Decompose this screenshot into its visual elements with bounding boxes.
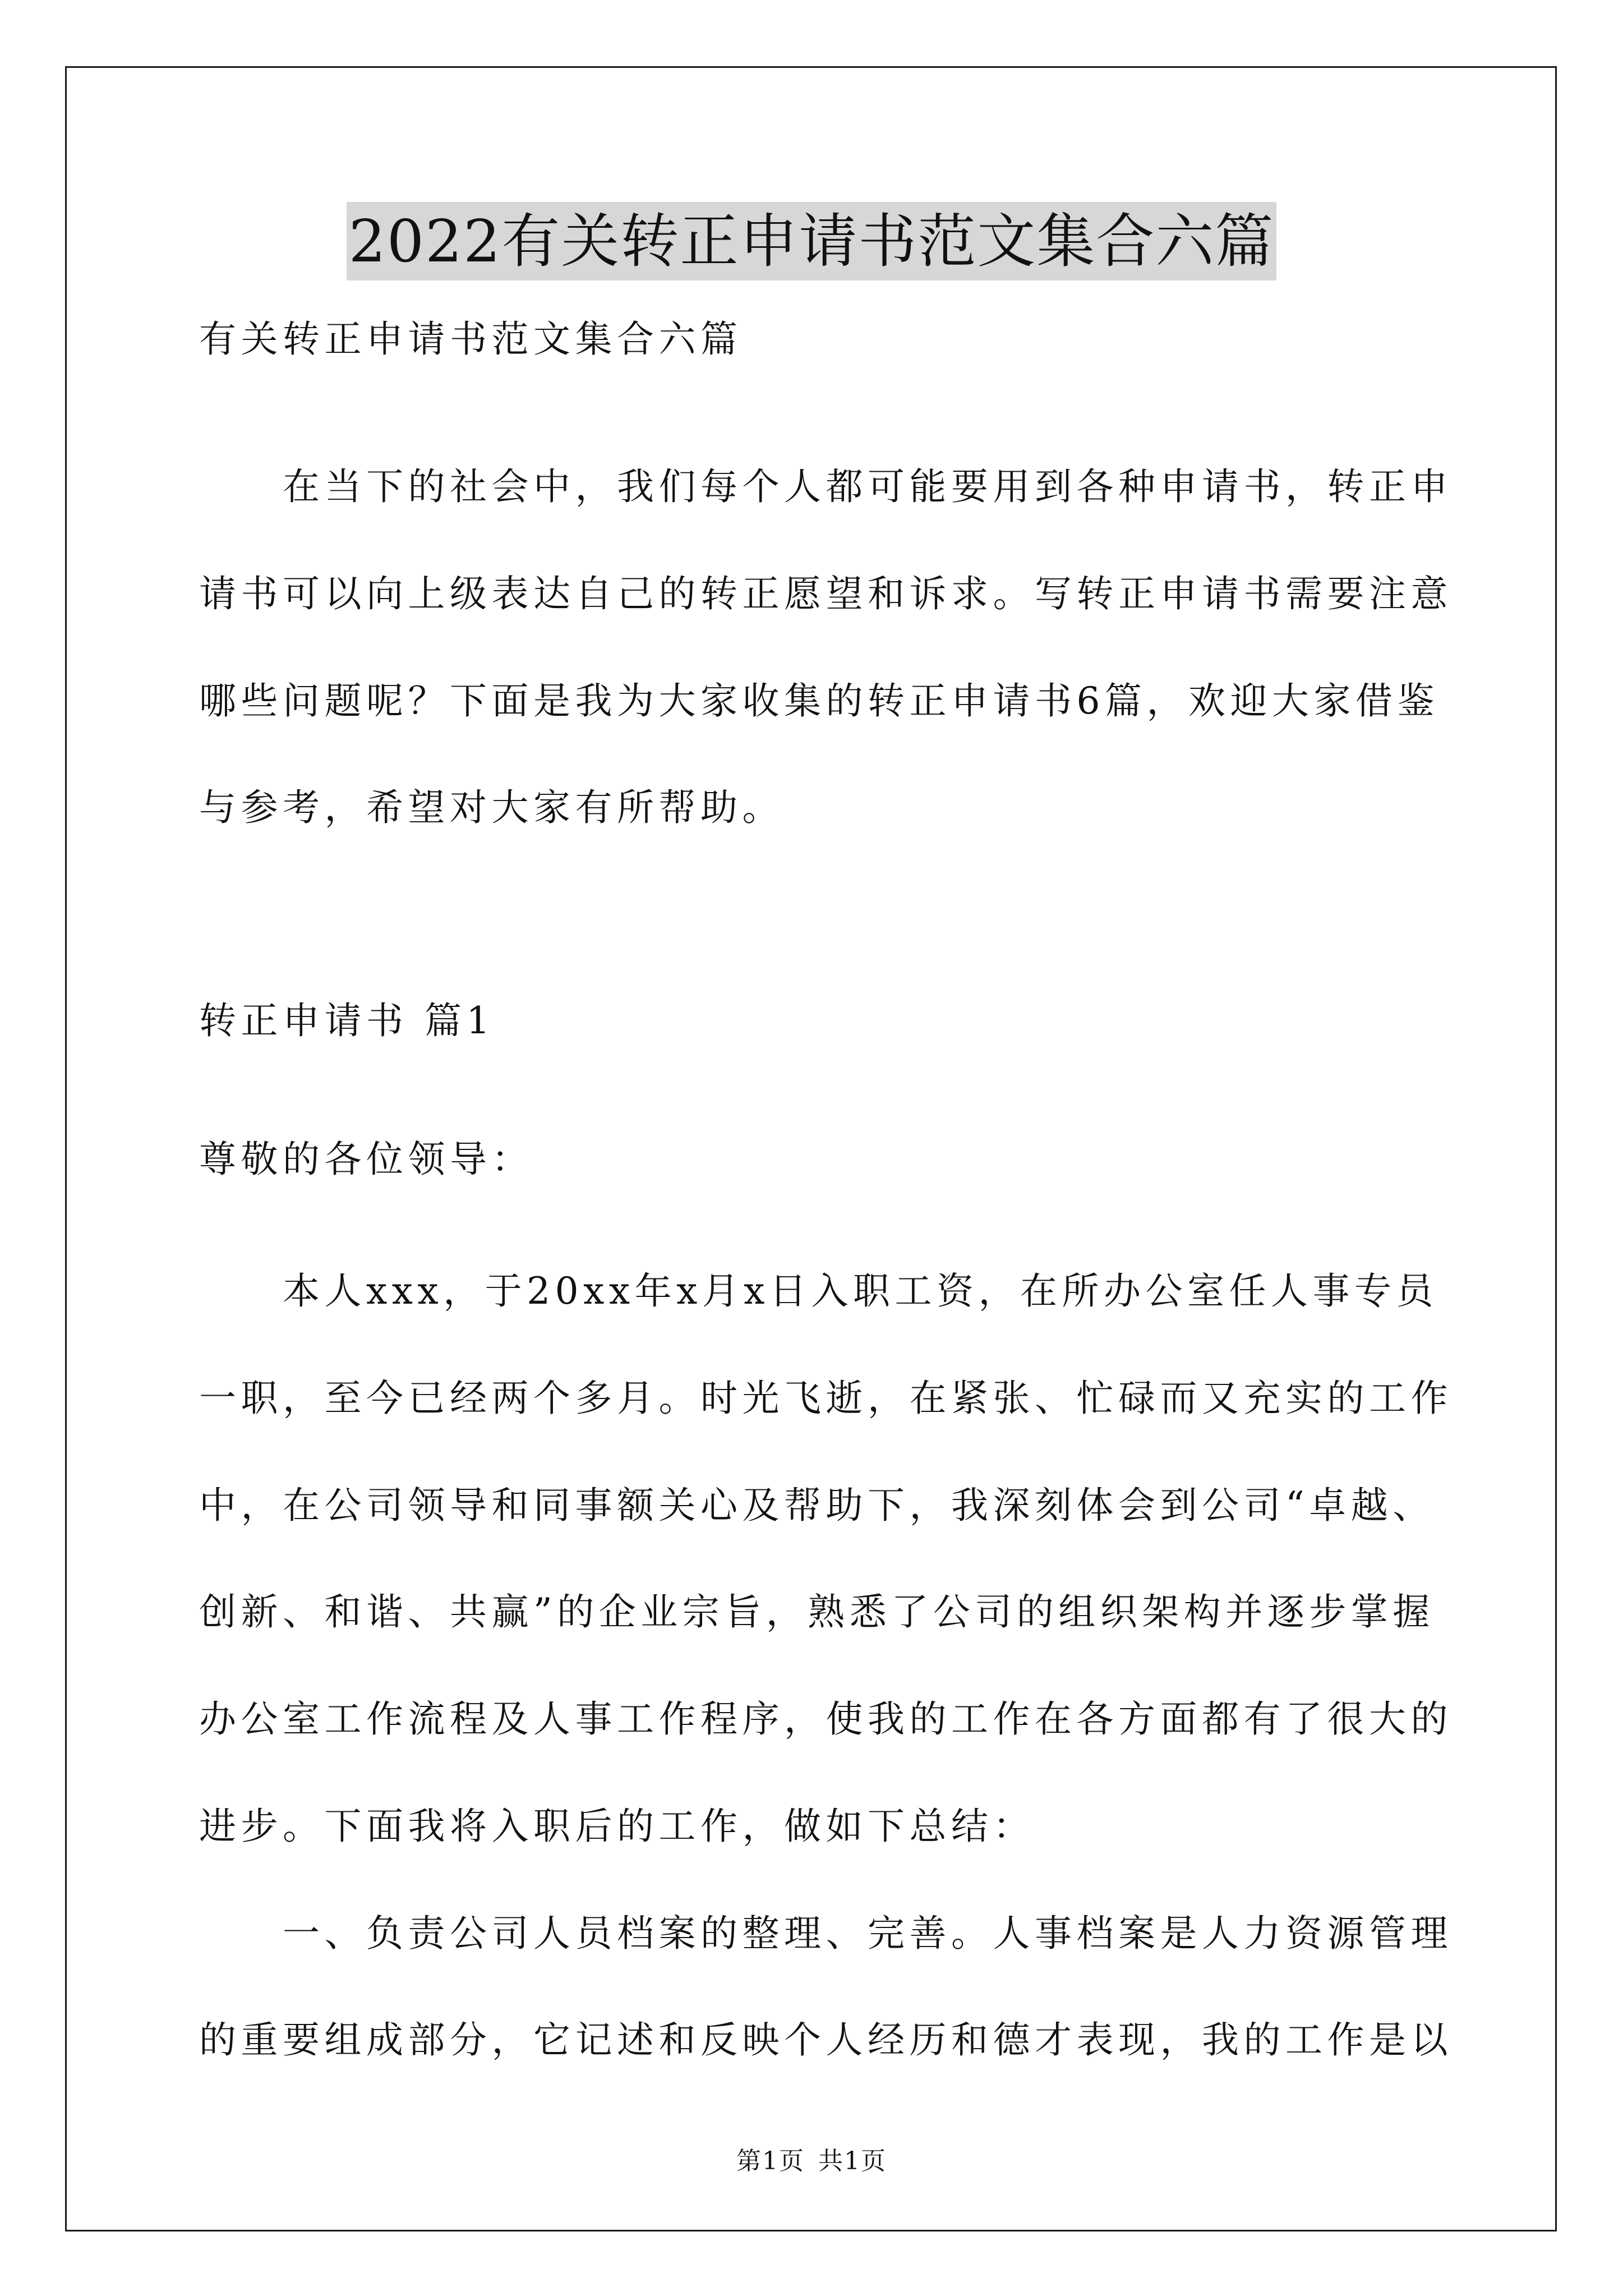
- title-container: [0, 202, 1623, 280]
- salutation-line: 尊敬的各位领导：: [199, 1138, 533, 1181]
- section-heading: 转正申请书 篇1: [199, 999, 495, 1042]
- body-line: 与参考，希望对大家有所帮助。: [199, 786, 784, 829]
- body-line: 本人xxx，于20xx年x月x日入职工资，在所办公室任人事专员: [199, 1269, 1438, 1313]
- body-line: 一、负责公司人员档案的整理、完善。人事档案是人力资源管理: [199, 1912, 1453, 1955]
- body-line: 创新、和谐、共赢”的企业宗旨，熟悉了公司的组织架构并逐步掌握: [199, 1590, 1435, 1634]
- body-line: 办公室工作流程及人事工作程序，使我的工作在各方面都有了很大的: [199, 1697, 1453, 1741]
- subtitle-line: 有关转正申请书范文集合六篇: [199, 318, 743, 361]
- body-line: 在当下的社会中，我们每个人都可能要用到各种申请书，转正申: [199, 465, 1453, 508]
- body-line: 中，在公司领导和同事额关心及帮助下，我深刻体会到公司“卓越、: [199, 1484, 1435, 1527]
- body-line: 进步。下面我将入职后的工作，做如下总结：: [199, 1805, 1035, 1848]
- document-title: 2022有关转正申请书范文集合六篇: [347, 202, 1277, 280]
- page-number-current: 第1页: [736, 2147, 805, 2175]
- page-footer: [0, 2141, 1623, 2177]
- body-line: 的重要组成部分，它记述和反映个人经历和德才表现，我的工作是以: [199, 2018, 1453, 2062]
- body-line: 一职，至今已经两个多月。时光飞逝，在紧张、忙碌而又充实的工作: [199, 1377, 1453, 1420]
- body-line: 哪些问题呢？下面是我为大家收集的转正申请书6篇，欢迎大家借鉴: [199, 679, 1439, 723]
- page-number-total: 共1页: [818, 2147, 887, 2175]
- body-line: 请书可以向上级表达自己的转正愿望和诉求。写转正申请书需要注意: [199, 572, 1453, 615]
